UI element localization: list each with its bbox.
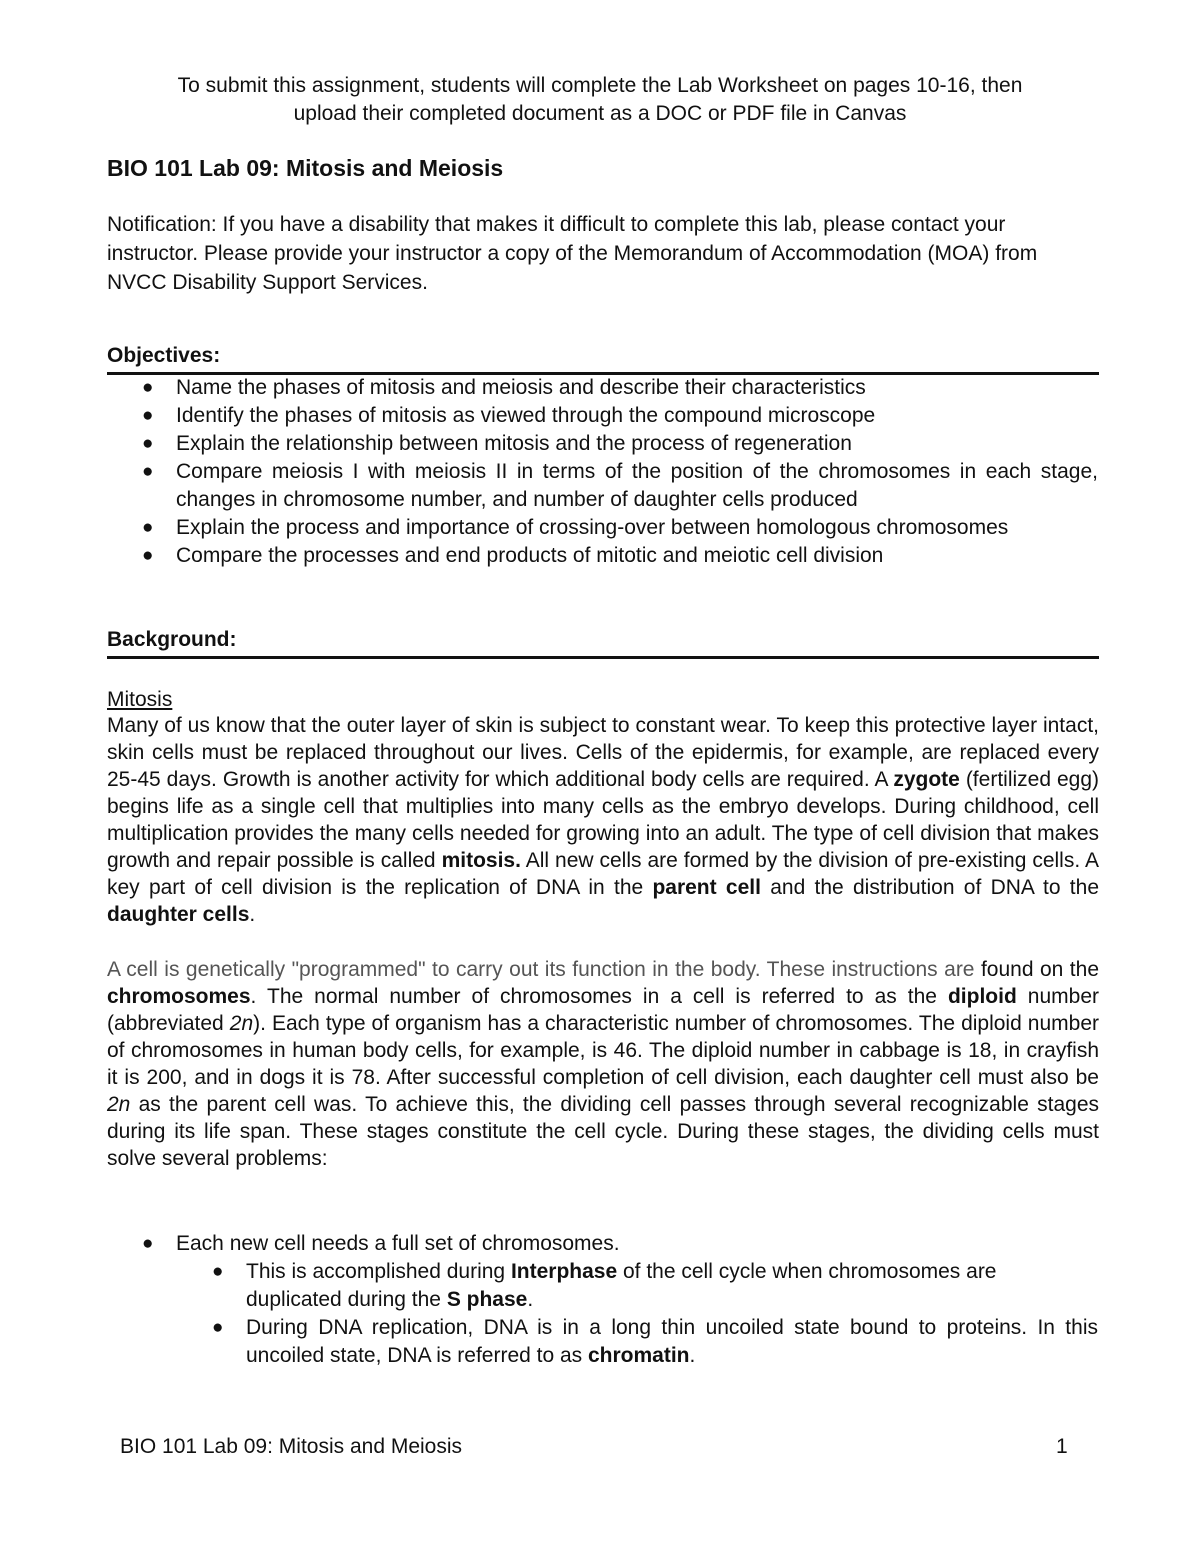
objective-text: Explain the process and importance of crossing-over between homologous chromosomes	[176, 516, 1009, 539]
mitosis-subheading: Mitosis	[107, 688, 173, 711]
objective-text: Compare the processes and end products of mitotic and meiotic cell division	[176, 544, 884, 567]
problems-sublist	[212, 1258, 1098, 1370]
page-title: BIO 101 Lab 09: Mitosis and Meiosis	[107, 155, 504, 181]
objective-text: Compare meiosis I with meiosis II in terms of the position of the chromosomes in each stage, changes in chromosome number, and number of daughter cells produced	[176, 460, 1098, 511]
page-number: 1	[1056, 1435, 1068, 1458]
chromosomes-paragraph: A cell is genetically "programmed" to carry out its function in the body. These instructions are found on the chromosomes. The normal number of chromosomes in a cell is referred to as the diploid number (abbreviated 2n). Each type of organism has a characteristic number of chromosomes. The diploid number of chromosomes in human body cells, for example, is 46. The diploid number in cabbage is 18, in crayfish it is 200, and in dogs it is 78. After successful completion of cell division, each daughter cell must also be 2n as the parent cell was. To achieve this, the dividing cell passes through several recognizable stages during its life span. These stages constitute the cell cycle. During these stages, the dividing cells must solve several problems:	[107, 958, 1099, 1170]
mitosis-paragraph: Many of us know that the outer layer of skin is subject to constant wear. To keep this protective layer intact, skin cells must be replaced throughout our lives. Cells of the epidermis, for example, are replaced every 25-45 days. Growth is another activity for which additional body cells are required. A zygote (fertilized egg) begins life as a single cell that multiplies into many cells as the embryo develops. During childhood, cell multiplication provides the many cells needed for growing into an adult. The type of cell division that makes growth and repair possible is called mitosis. All new cells are formed by the division of pre-existing cells. A key part of cell division is the replication of DNA in the parent cell and the distribution of DNA to the daughter cells.	[107, 714, 1100, 926]
problems-list	[142, 1230, 1098, 1258]
list-item	[142, 374, 1098, 402]
bullet-icon: ●	[142, 1233, 154, 1254]
list-item	[142, 430, 1098, 458]
bullet-icon: ●	[142, 377, 154, 398]
problem-text: Each new cell needs a full set of chromosomes.	[176, 1232, 620, 1255]
objectives-list	[142, 374, 1098, 570]
bullet-icon: ●	[142, 461, 154, 482]
submission-line-2: upload their completed document as a DOC or PDF file in Canvas	[293, 102, 907, 125]
bullet-icon: ●	[212, 1317, 224, 1338]
list-item: ● During DNA replication, DNA is in a long thin uncoiled state bound to proteins. In this uncoiled state, DNA is referred to as chromatin.	[212, 1316, 1098, 1367]
bullet-icon: ●	[142, 405, 154, 426]
list-item	[142, 458, 1098, 514]
accessibility-notification: Notification: If you have a disability that makes it difficult to complete this lab, please contact your instructor. Please provide your instructor a copy of the Memorandum of Accommodation (MOA) from NVCC Disability Support Services.	[107, 213, 1038, 294]
list-item: ● This is accomplished during Interphase of the cell cycle when chromosomes are duplicated during the S phase.	[212, 1260, 997, 1311]
objectives-heading: Objectives:	[107, 343, 1099, 375]
background-heading: Background:	[107, 627, 1099, 659]
bullet-icon: ●	[142, 433, 154, 454]
objective-text: Identify the phases of mitosis as viewed through the compound microscope	[176, 404, 876, 427]
submission-instructions	[100, 72, 1100, 128]
submission-line-1: To submit this assignment, students will complete the Lab Worksheet on pages 10-16, then	[177, 74, 1023, 97]
objective-text: Explain the relationship between mitosis and the process of regeneration	[176, 432, 852, 455]
footer-title: BIO 101 Lab 09: Mitosis and Meiosis	[120, 1435, 463, 1458]
list-item	[142, 514, 1098, 542]
list-item	[142, 542, 1098, 570]
bullet-icon: ●	[212, 1261, 224, 1282]
bullet-icon: ●	[142, 545, 154, 566]
list-item	[142, 402, 1098, 430]
list-item	[142, 1230, 1098, 1258]
bullet-icon: ●	[142, 517, 154, 538]
objective-text: Name the phases of mitosis and meiosis and describe their characteristics	[176, 376, 866, 399]
